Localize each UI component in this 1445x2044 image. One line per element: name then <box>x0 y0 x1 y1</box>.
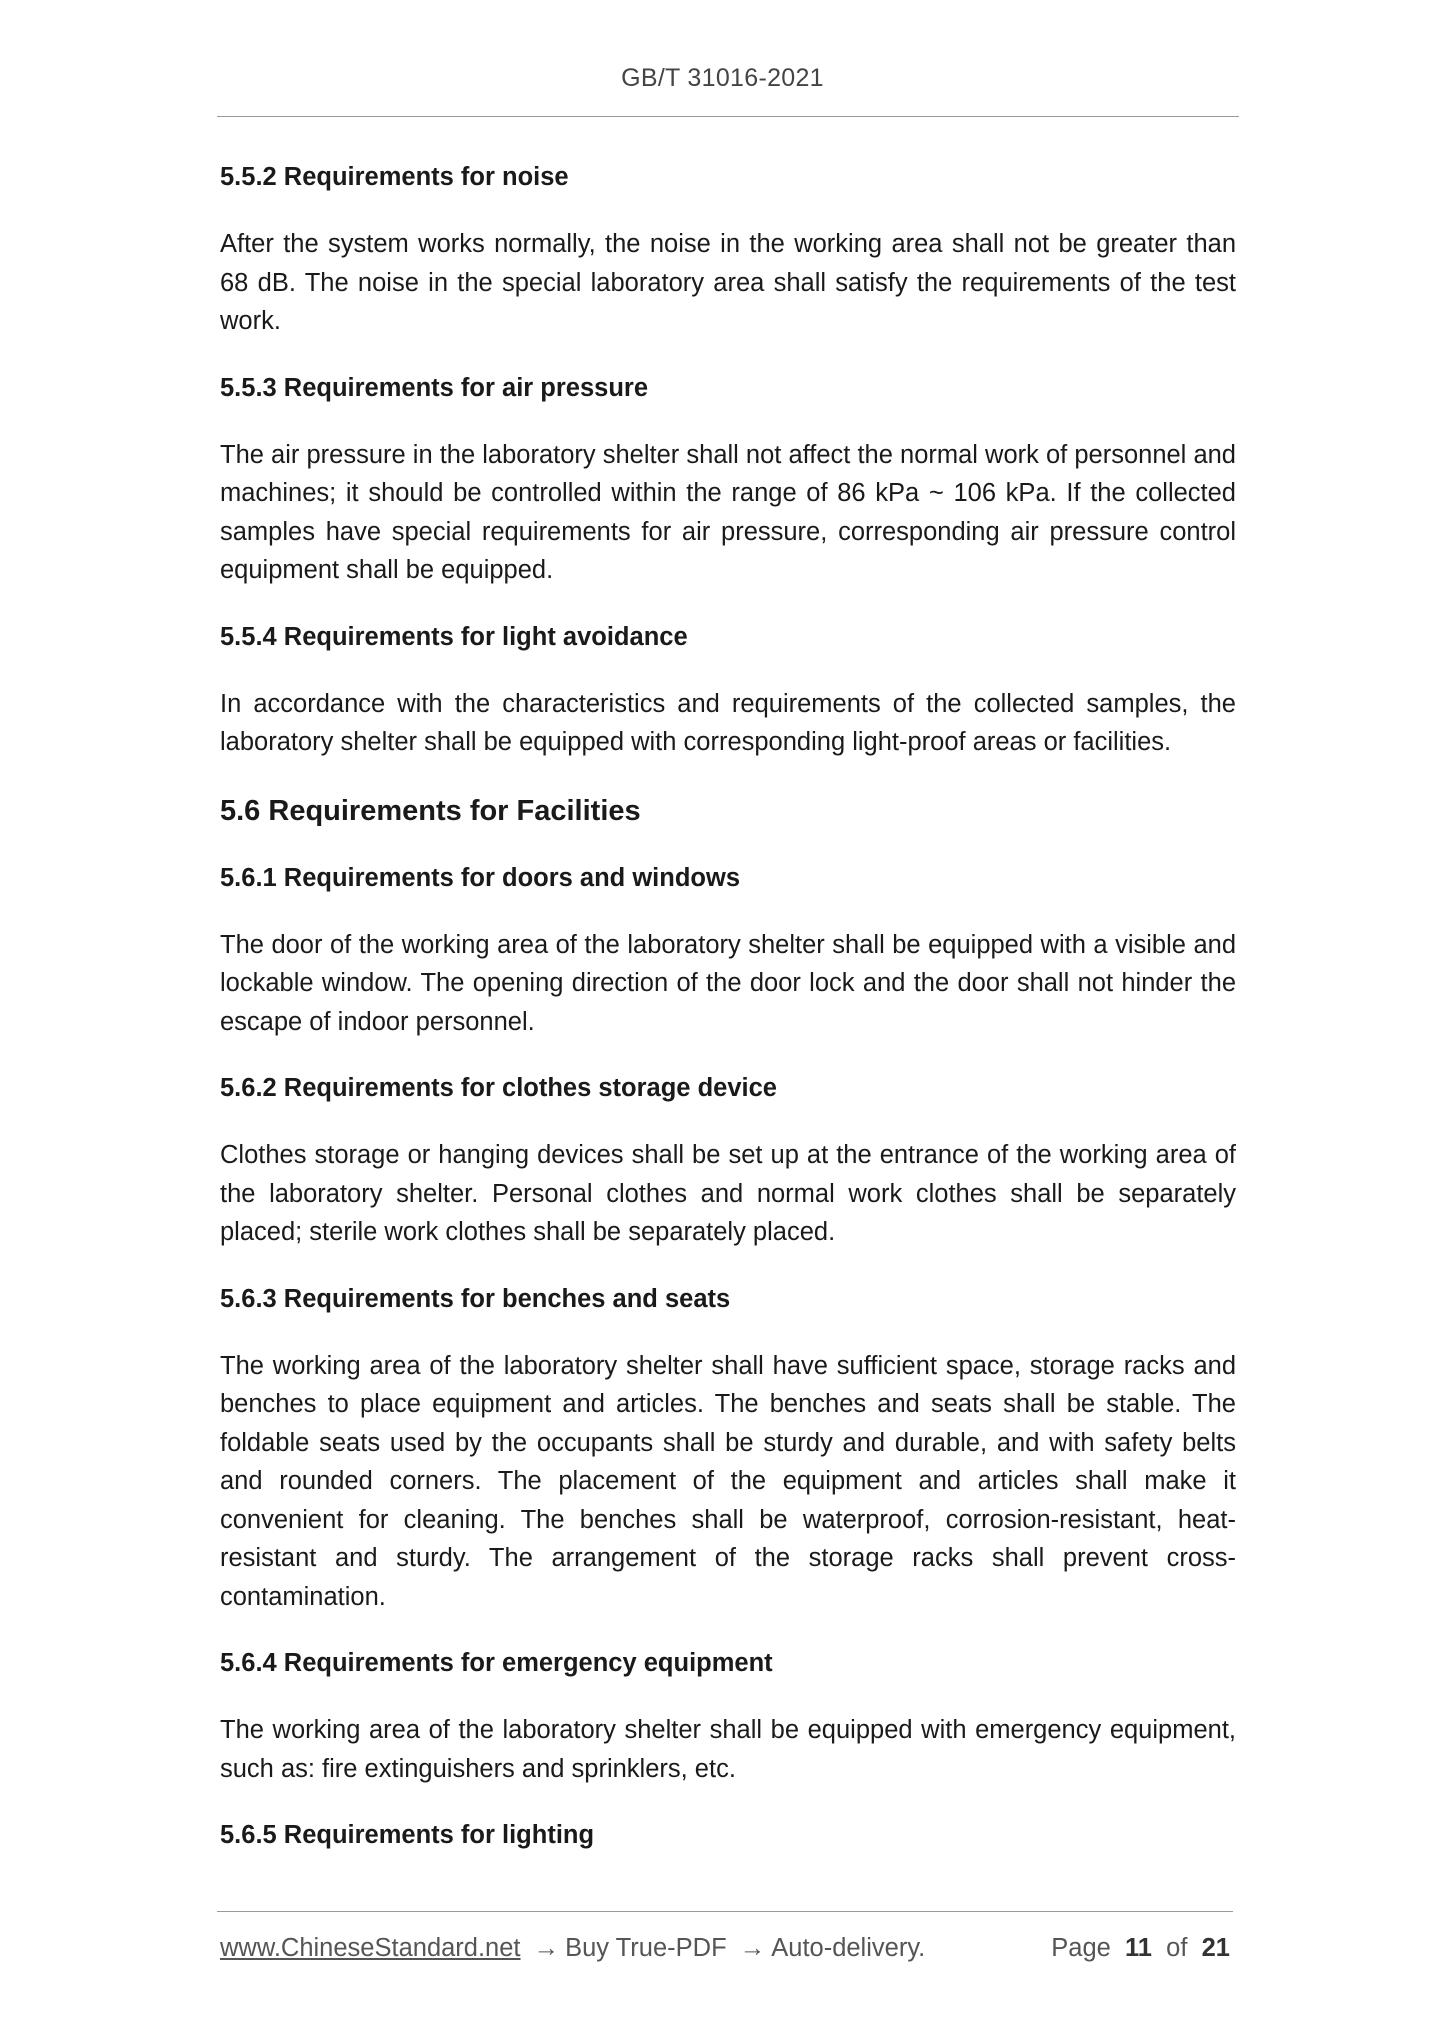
heading-5-6-3: 5.6.3 Requirements for benches and seats <box>220 1284 731 1313</box>
footer-divider <box>217 1911 1233 1912</box>
heading-5-5-4: 5.5.4 Requirements for light avoidance <box>220 622 688 651</box>
heading-5-5-2: 5.5.2 Requirements for noise <box>220 163 569 191</box>
footer-delivery-text: Auto-delivery. <box>771 1934 926 1962</box>
page-total: 21 <box>1201 1934 1230 1962</box>
page-label: Page <box>1051 1934 1111 1962</box>
page-footer <box>220 1934 1234 1963</box>
heading-5-6-4: 5.6.4 Requirements for emergency equipment <box>220 1649 773 1677</box>
heading-5-6-5: 5.6.5 Requirements for lighting <box>220 1821 595 1849</box>
heading-5-6-2: 5.6.2 Requirements for clothes storage device <box>220 1074 777 1102</box>
heading-5-6-1: 5.6.1 Requirements for doors and windows <box>220 863 741 892</box>
paragraph-emergency-equipment: The working area of the laboratory shelter shall be equipped with emergency equipment, such as: fire extinguishers and sprinklers, etc. <box>220 1716 1236 1783</box>
document-body <box>220 160 1236 1852</box>
arrow-right-icon: → <box>739 1934 766 1962</box>
heading-5-6: 5.6 Requirements for Facilities <box>220 794 641 827</box>
paragraph-air-pressure: The air pressure in the laboratory shelter shall not affect the normal work of personnel and machines; it should be controlled within the range of 86 kPa ~ 106 kPa. If the collected samples have special requirements for air pressure, corresponding air pressure control equipment shall be equipped. <box>220 440 1236 584</box>
paragraph-clothes-storage: Clothes storage or hanging devices shall be set up at the entrance of the working area of the laboratory shelter. Personal clothes and normal work clothes shall be separately placed; sterile work clothes shall be separately placed. <box>220 1141 1236 1246</box>
paragraph-doors-windows: The door of the working area of the laboratory shelter shall be equipped with a visible and lockable window. The opening direction of the door lock and the door shall not hinder the escape of indoor personnel. <box>220 930 1236 1036</box>
paragraph-benches-seats: The working area of the laboratory shelter shall have sufficient space, storage racks and benches to place equipment and articles. The benches and seats shall be stable. The foldable seats used by the occupants shall be sturdy and durable, and with safety belts and rounded corners. The placement of the equipment and articles shall make it convenient for cleaning. The benches shall be waterproof, corrosion-resistant, heat-resistant and sturdy. The arrangement of the storage racks shall prevent cross-contamination. <box>220 1351 1236 1611</box>
page-number <box>1051 1934 1230 1963</box>
heading-5-5-3: 5.5.3 Requirements for air pressure <box>220 373 649 402</box>
header-divider <box>217 116 1239 117</box>
footer-website-link[interactable]: www.ChineseStandard.net <box>220 1934 521 1962</box>
page-header-title: GB/T 31016-2021 <box>621 64 824 92</box>
paragraph-noise: After the system works normally, the noise in the working area shall not be greater than 68 dB. The noise in the special laboratory area shall satisfy the requirements of the test work. <box>220 230 1236 335</box>
footer-buy-text: Buy True-PDF <box>565 1934 727 1962</box>
paragraph-light-avoidance: In accordance with the characteristics and requirements of the collected samples, the laboratory shelter shall be equipped with corresponding light-proof areas or facilities. <box>220 689 1236 756</box>
arrow-right-icon: → <box>533 1934 560 1962</box>
page-of-label: of <box>1166 1934 1188 1962</box>
page-current: 11 <box>1125 1934 1152 1962</box>
